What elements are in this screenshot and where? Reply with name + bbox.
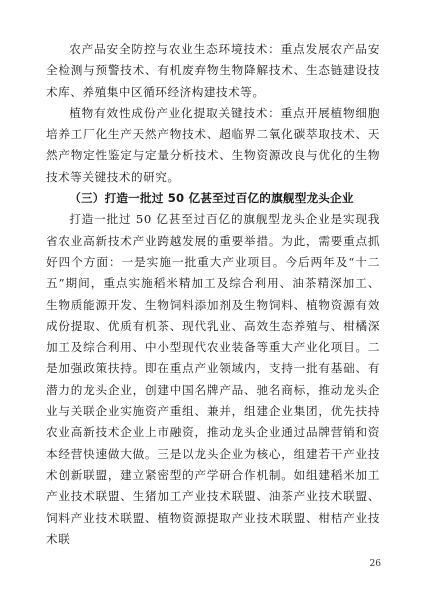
paragraph-flagship-enterprises: 打造一批过 50 亿甚至过百亿的旗舰型龙头企业是实现我省农业高新技术产业跨越发展的重要举措。为此，需要重点抓好四个方面：一是实施一批重大产业项目。今后两年及“十二五”期间，重点实施稻米精加工及综合利用、油茶精深加工、生物质能源开发、生物饲料添加剂及生物饲料、植物资源有效成份提取、优质有机茶、现代乳业、高效生态养殖与、柑橘深加工及综合利用、中小型现代农业装备等重大产业化项目。二是加强政策扶持。即在重点产业领域内，支持一批有基础、有潜力的龙头企业，创建中国名牌产品、驰名商标，推动龙头企业与关联企业实施资产重组、兼并，组建企业集团，优先扶持农业高新技术企业上市融资，推动龙头企业通过品牌营销和资本经营快速做大做。三是以龙头企业为核心，组建若干产业技术创新联盟，建立紧密型的产学研合作机制。如组建稻米加工产业技术联盟、生猪加工产业技术联盟、油茶产业技术联盟、饲料产业技术联盟、植物资源提取产业技术联盟、柑桔产业技术联 (46, 212, 380, 546)
paragraph-plant-extraction: 植物有效性成份产业化提取关键技术：重点开展植物细胞培养工厂化生产天然产物技术、超临界二氧化碳萃取技术、天然产物定性鉴定与定量分析技术、生物资源改良与优化的生物技术等关键技术的研究。 (46, 105, 380, 184)
document-body (46, 39, 380, 550)
section-heading: （三）打造一批过 50 亿甚至过百亿的旗舰型龙头企业 (69, 191, 354, 206)
page-number: 26 (369, 559, 381, 569)
paragraph-agri-safety: 农产品安全防控与农业生态环境技术：重点发展农产品安全检测与预警技术、有机废弃物生物降解技术、生态链建设技术库、养殖集中区循环经济构建技术等。 (46, 42, 380, 99)
